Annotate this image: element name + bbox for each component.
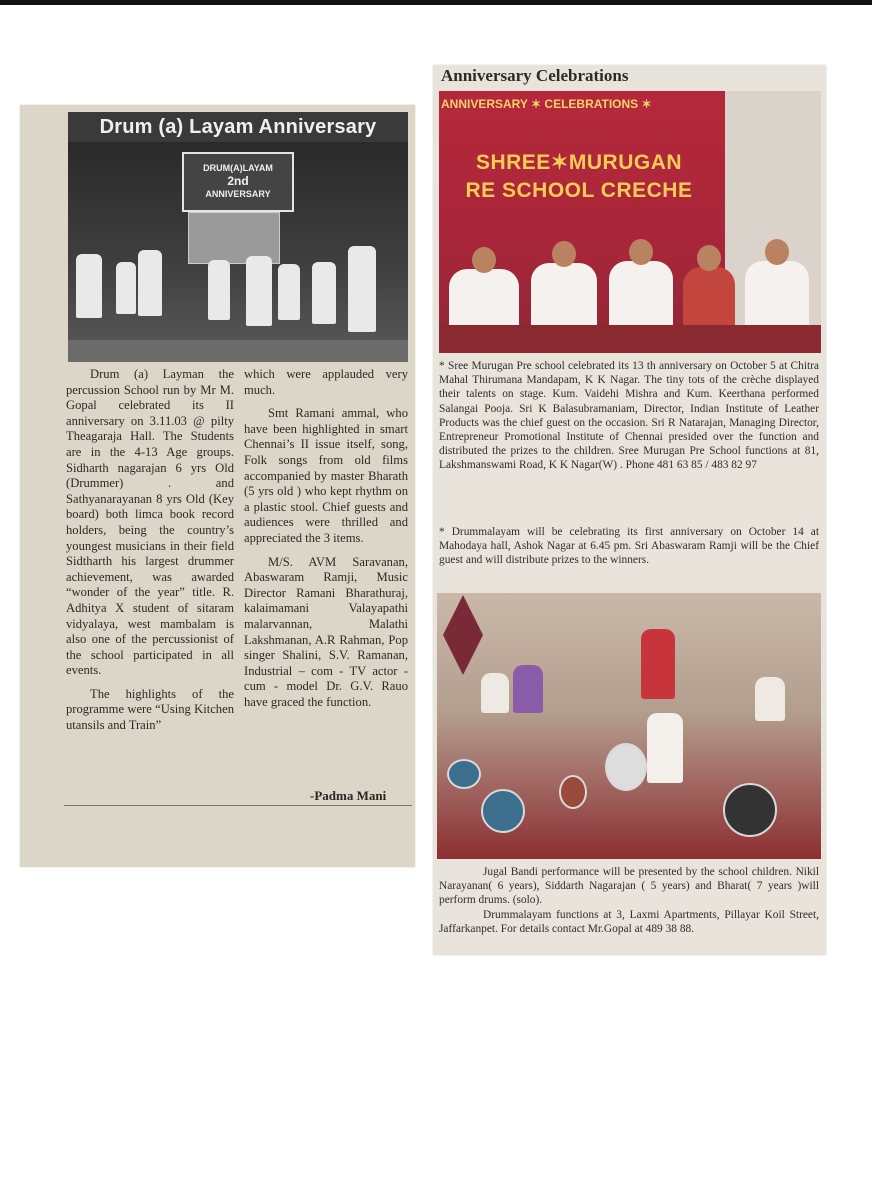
photo-person bbox=[481, 673, 509, 713]
photo-stage-floor bbox=[68, 340, 408, 362]
photo-figure bbox=[278, 264, 300, 320]
right-headline: Anniversary Celebrations bbox=[441, 66, 629, 85]
photo-drum bbox=[559, 775, 587, 809]
photo-banner-top: ANNIVERSARY ✶ CELEBRATIONS ✶ bbox=[441, 97, 652, 111]
school-celebration-photo bbox=[439, 91, 821, 353]
article-paragraph: Smt Ramani ammal, who have been highlighted in smart Chennai’s II issue itself, song, Folk songs from old films accompanied by master Bharath (5 yrs old ) who kept rhythm on a plastic stool. Chief guests and audiences were thrilled and appreciated the 3 items. bbox=[244, 406, 408, 545]
right-newspaper-clipping bbox=[433, 65, 826, 955]
photo-figure bbox=[312, 262, 336, 324]
article-paragraph: which were applauded very much. bbox=[244, 367, 408, 397]
photo-person bbox=[513, 665, 543, 713]
left-event-photo bbox=[68, 142, 408, 362]
left-article-column-2 bbox=[244, 367, 408, 718]
photo-figure bbox=[208, 260, 230, 320]
photo-drum bbox=[481, 789, 525, 833]
photo-drum bbox=[723, 783, 777, 837]
photo-carpet bbox=[439, 325, 821, 353]
article-paragraph: * Sree Murugan Pre school celebrated its 13 th anniversary on October 5 at Chitra Mahal Thirumana Mandapam, K K Nagar. The tiny tots of the crèche displayed their talents on stage. Kum. Vaidehi Mishra and Kum. Keerthana performed Salangai Pooja. Sri K Balasubramaniam, Director, Indian Institute of Leather Products was the chief guest on the occasion. Sri R Natarajan, Managing Director, Entrepreneur Promotional Institute of Chennai presided over the function and distributed the prizes to the children. Sree Murugan Pre School functions at 81, Lakshmanswami Road, K K Nagar(W) . Phone 481 63 85 / 483 82 97 bbox=[439, 360, 819, 472]
left-newspaper-clipping bbox=[20, 105, 415, 867]
article-paragraph: The highlights of the programme were “Using Kitchen utansils and Train” bbox=[66, 686, 234, 733]
left-article-column-1 bbox=[66, 367, 234, 742]
scan-top-edge bbox=[0, 0, 872, 5]
article-paragraph: * Drummalayam will be celebrating its first anniversary on October 14 at Mahodaya hall, Ashok Nagar at 6.45 pm. Sri Abaswaram Ramji will be the Chief guest and will distribute prizes to the winners. bbox=[439, 526, 819, 567]
article-byline: -Padma Mani bbox=[310, 788, 387, 803]
article-paragraph: Drummalayam functions at 3, Laxmi Apartments, Pillayar Koil Street, Jaffarkanpet. For details contact Mr.Gopal at 489 38 88. bbox=[439, 908, 819, 935]
jugal-bandi-text bbox=[439, 865, 819, 936]
photo-figure bbox=[76, 254, 102, 318]
photo-stage-banner: DRUM(A)LAYAM 2nd ANNIVERSARY bbox=[182, 152, 294, 212]
drum-class-photo bbox=[437, 593, 821, 859]
article-paragraph: M/S. AVM Saravanan, Abaswaram Ramji, Music Director Ramani Bharathuraj, kalaimamani Valayapathi malarvannan, Malathi Lakshmanan, A.R Rahman, Pop singer Shalini, S.V. Ramanan, Industrial – com - TV actor - cum - model Dr. G.V. Rauo have graced the function. bbox=[244, 554, 408, 709]
photo-person bbox=[641, 629, 675, 699]
photo-person bbox=[647, 713, 683, 783]
photo-wall-kite bbox=[443, 595, 483, 675]
school-article-text bbox=[439, 359, 819, 473]
drummalayam-notice bbox=[439, 525, 819, 568]
photo-figure bbox=[138, 250, 162, 316]
bottom-rule bbox=[64, 805, 412, 806]
article-paragraph: Drum (a) Layman the percussion School run by Mr M. Gopal celebrated its II anniversary on 3.11.03 @ pilty Theagaraja Hall. The Students are in the 4-13 Age groups. Sidharth nagarajan 6 yrs Old (Drummer) . and Sathyanarayanan 8 yrs Old (Key board) both limca book record holders, being the country’s youngest musicians in their field Sidtharth his largest drummer achievement, was awarded “wonder of the year” title. R. Adhitya X student of sitaram vidyalaya, west mambalam is also one of the percussionist of the school participated in all events. bbox=[66, 367, 234, 678]
photo-figure bbox=[116, 262, 136, 314]
left-headline: Drum (a) Layam Anniversary bbox=[68, 112, 408, 142]
photo-drum bbox=[605, 743, 647, 791]
article-paragraph: Jugal Bandi performance will be presented by the school children. Nikil Narayanan( 6 years), Siddarth Nagarajan ( 5 years) and Bharat( 7 years )will perform drums. (solo). bbox=[439, 866, 819, 907]
photo-figure bbox=[348, 246, 376, 332]
photo-person bbox=[755, 677, 785, 721]
photo-banner-main: SHREE✶MURUGAN RE SCHOOL CRECHE bbox=[465, 151, 693, 202]
photo-drum bbox=[447, 759, 481, 789]
photo-figure bbox=[246, 256, 272, 326]
